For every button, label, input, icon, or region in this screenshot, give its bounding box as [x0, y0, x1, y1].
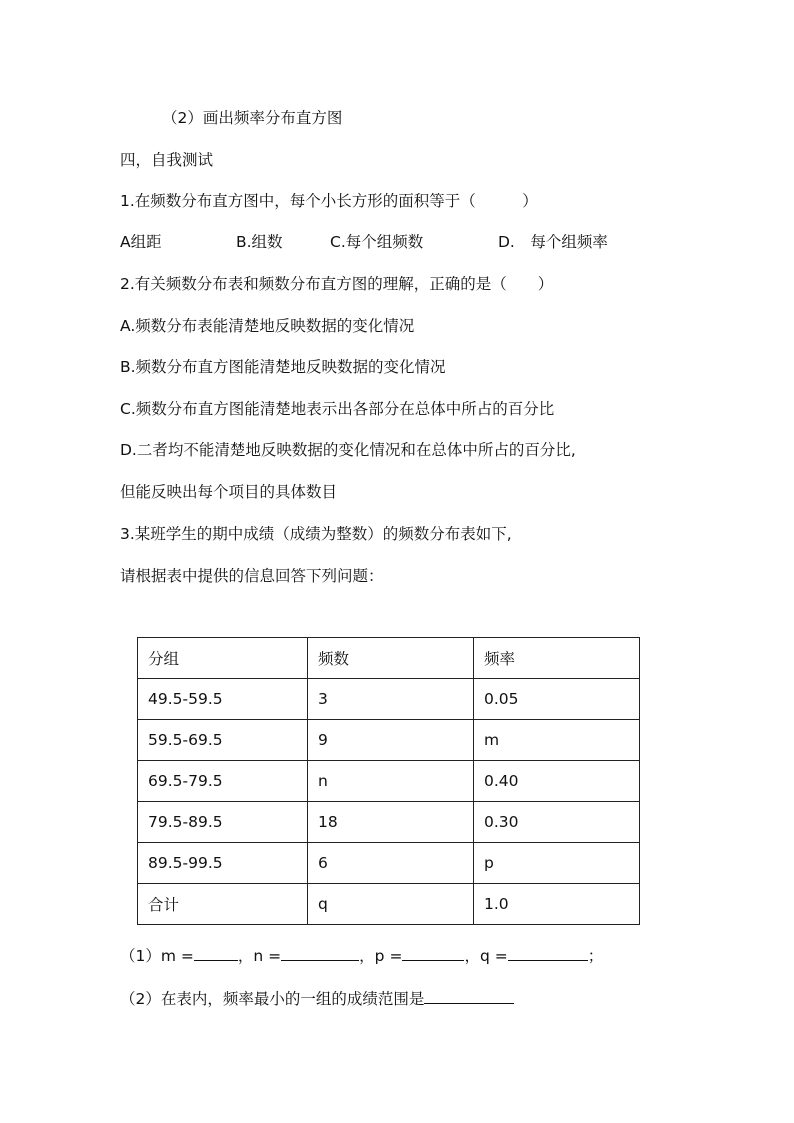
table-row — [138, 720, 640, 761]
q2-option-a: A.频数分布表能清楚地反映数据的变化情况 — [120, 317, 415, 335]
p-blank[interactable] — [402, 959, 464, 961]
table-header-row — [138, 638, 640, 679]
cell-count: 3 — [308, 679, 474, 720]
header-frequency-rate: 频率 — [474, 638, 640, 679]
question-2-stem: 2.有关频数分布表和频数分布直方图的理解，正确的是（ ） — [120, 275, 554, 293]
cell-count: n — [308, 761, 474, 802]
cell-rate: 0.40 — [474, 761, 640, 802]
cell-group: 49.5-59.5 — [138, 679, 308, 720]
header-group: 分组 — [138, 638, 308, 679]
cell-count: 6 — [308, 843, 474, 884]
q1-option-a: A组距 — [120, 233, 162, 251]
cell-rate: 0.30 — [474, 802, 640, 843]
answer-2-line — [120, 989, 514, 1009]
q2-option-c: C.频数分布直方图能清楚地表示出各部分在总体中所占的百分比 — [120, 400, 555, 418]
table-row — [138, 679, 640, 720]
q2-option-b: B.频数分布直方图能清楚地反映数据的变化情况 — [120, 358, 446, 376]
q2-option-d-line2: 但能反映出每个项目的具体数目 — [120, 483, 338, 501]
q1-option-c: C.每个组频数 — [330, 233, 424, 251]
cell-count: 18 — [308, 802, 474, 843]
answer-1-line — [120, 946, 603, 966]
cell-group: 合计 — [138, 884, 308, 925]
m-blank[interactable] — [194, 959, 238, 961]
cell-rate: p — [474, 843, 640, 884]
q-blank[interactable] — [508, 959, 588, 961]
answer-2-text: （2）在表内，频率最小的一组的成绩范围是 — [120, 990, 425, 1008]
table-row — [138, 761, 640, 802]
answer-1-prefix: （1） — [120, 947, 161, 965]
cell-group: 89.5-99.5 — [138, 843, 308, 884]
cell-rate: 0.05 — [474, 679, 640, 720]
question-1-stem: 1.在频数分布直方图中，每个小长方形的面积等于（ ） — [120, 192, 538, 210]
question-3-stem-line2: 请根据表中提供的信息回答下列问题： — [120, 567, 384, 585]
n-blank[interactable] — [281, 959, 359, 961]
question-3-stem-line1: 3.某班学生的期中成绩（成绩为整数）的频数分布表如下, — [120, 525, 512, 543]
q1-option-d: D. 每个组频率 — [498, 233, 608, 251]
separator: ， — [237, 947, 254, 965]
q1-option-b: B.组数 — [236, 233, 283, 251]
part2-title: （2）画出频率分布直方图 — [162, 109, 343, 127]
cell-rate: 1.0 — [474, 884, 640, 925]
cell-group: 59.5-69.5 — [138, 720, 308, 761]
separator: ， — [464, 947, 480, 965]
section-title: 四，自我测试 — [120, 151, 214, 169]
q-label: q = — [479, 947, 508, 965]
separator: ， — [359, 947, 375, 965]
table-row — [138, 843, 640, 884]
frequency-table — [137, 637, 640, 925]
n-label: n = — [253, 947, 282, 965]
table-row — [138, 802, 640, 843]
cell-group: 79.5-89.5 — [138, 802, 308, 843]
q2-option-d-line1: D.二者均不能清楚地反映数据的变化情况和在总体中所占的百分比, — [120, 441, 576, 459]
cell-count: q — [308, 884, 474, 925]
m-label: m = — [160, 947, 194, 965]
line-end: ； — [587, 947, 604, 965]
p-label: p = — [374, 947, 403, 965]
cell-count: 9 — [308, 720, 474, 761]
question-1-options — [120, 232, 680, 252]
cell-rate: m — [474, 720, 640, 761]
table-total-row — [138, 884, 640, 925]
header-frequency-count: 频数 — [308, 638, 474, 679]
cell-group: 69.5-79.5 — [138, 761, 308, 802]
range-blank[interactable] — [424, 1002, 514, 1004]
